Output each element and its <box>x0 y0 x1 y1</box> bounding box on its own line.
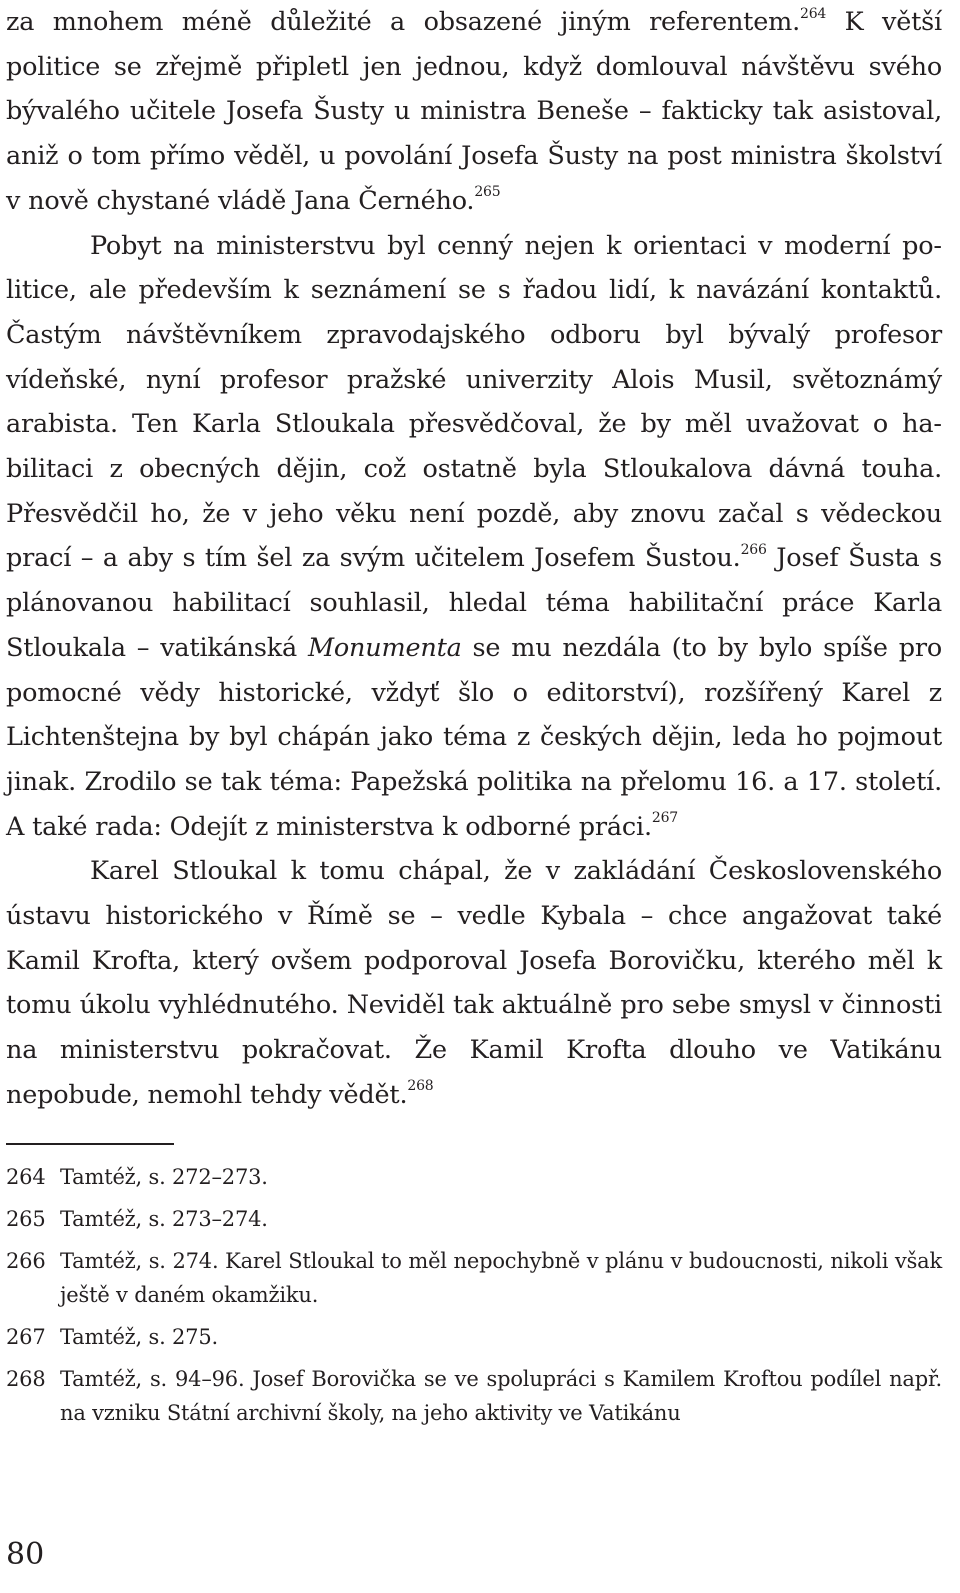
footnote-number: 267 <box>6 1325 46 1349</box>
text-run: Pobyt na ministerstvu byl cenný nejen k orientaci v moderní politice, ale především k seznámení se s řadou lidí, k navázání kontaktů. Častým návštěvníkem zpravodajského odboru byl bývalý profesor vídeňské, nyní profesor pražské univerzity Alois Musil, světoznámý arabista. Ten Karla Stloukala přesvědčoval, že by měl uvažovat o habilitaci z obecných dějin, což ostatně byla Stloukalova dávná touha. Přesvědčil ho, že v jeho věku není pozdě, aby znovu začal s vědeckou prací – a aby s tím šel za svým učitelem Josefem Šustou. <box>6 230 942 574</box>
footnote-separator <box>6 1143 174 1145</box>
footnote-number: 265 <box>6 1207 46 1231</box>
footnote-item <box>6 1160 942 1194</box>
text-run: za mnohem méně důležité a obsazené jiným referentem. <box>6 7 801 37</box>
page-body <box>6 0 942 1118</box>
text-run: se mu nezdála (to by bylo spíše pro pomocné vědy historické, vždyť šlo o editorství), rozšířený Karel z Lichtenštejna by byl chápán jako téma z českých dějin, leda ho pojmout jinak. Zrodilo se tak téma: Papežská politika na přelomu 16. a 17. století. A také rada: Odejít z ministerstva k odborné práci. <box>6 632 942 842</box>
text-run: Josef Šusta s plánovanou habilitací souhlasil, hledal téma habilitační práce Karla Stloukala – vatikánská <box>6 543 942 663</box>
footnote-item <box>6 1244 942 1312</box>
footnote-reference: 266 <box>740 541 767 558</box>
footnote-reference: 267 <box>651 810 678 827</box>
body-paragraph <box>6 0 942 224</box>
footnote-item <box>6 1362 942 1430</box>
footnote-text: Tamtéž, s. 272–273. <box>60 1165 268 1189</box>
footnote-text: Tamtéž, s. 94–96. Josef Borovička se ve spolupráci s Kamilem Kroftou podílel např. na vzniku Státní archivní školy, na jeho aktivity ve Vatikánu <box>60 1367 942 1425</box>
footnote-item <box>6 1320 942 1354</box>
footnote-number: 266 <box>6 1249 46 1273</box>
footnote-reference: 268 <box>407 1078 434 1095</box>
body-paragraph <box>6 849 942 1117</box>
body-paragraphs <box>6 0 942 1118</box>
footnote-number: 264 <box>6 1165 46 1189</box>
body-paragraph <box>6 224 942 850</box>
footnote-text: Tamtéž, s. 274. Karel Stloukal to měl nepochybně v plánu v budoucnosti, nikoli však ještě v daném okamžiku. <box>60 1249 942 1307</box>
footnote-reference: 264 <box>800 5 827 22</box>
italic-title: Monumenta <box>307 632 462 663</box>
footnotes-list <box>6 1160 942 1438</box>
footnote-text: Tamtéž, s. 273–274. <box>60 1207 268 1231</box>
text-run: Karel Stloukal k tomu chápal, že v zakládání Československého ústavu historického v Římě se – vedle Kybala – chce angažovat také Kamil Krofta, který ovšem podporoval Josefa Borovičku, kterého měl k tomu úkolu vyhlédnutého. Neviděl tak aktuálně pro sebe smysl v činnosti na ministerstvu pokračovat. Že Kamil Krofta dlouho ve Vatikánu nepobude, nemohl tehdy vědět. <box>6 856 942 1110</box>
footnote-item <box>6 1202 942 1236</box>
footnote-number: 268 <box>6 1367 46 1391</box>
footnote-reference: 265 <box>474 184 501 201</box>
footnote-text: Tamtéž, s. 275. <box>60 1325 218 1349</box>
text-run: K větší politice se zřejmě připletl jen jednou, když domlouval návštěvu svého bývalého učitele Josefa Šusty u ministra Beneše – fakticky tak asistoval, aniž o tom přímo věděl, u povolání Josefa Šusty na post ministra školství v nově chystané vládě Jana Černého. <box>6 7 943 216</box>
page-number: 80 <box>6 1537 45 1572</box>
